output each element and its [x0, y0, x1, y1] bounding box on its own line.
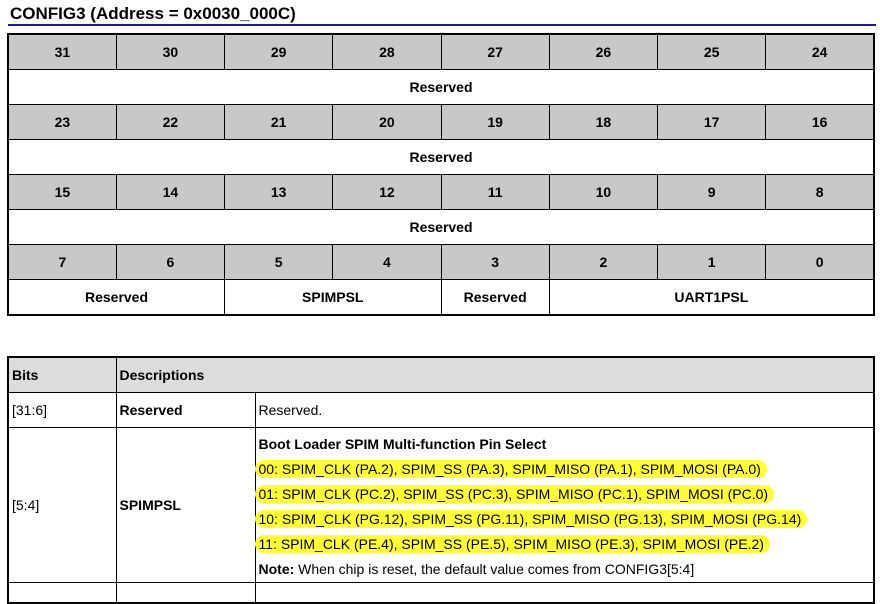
option-line: [259, 457, 871, 482]
field-reserved: Reserved: [8, 70, 874, 105]
bit-number: 2: [549, 245, 657, 280]
bit-number: 5: [225, 245, 333, 280]
note-line: [259, 557, 871, 582]
note-text: When chip is reset, the default value comes from CONFIG3[5:4]: [294, 561, 695, 577]
description-row: [8, 428, 874, 583]
bit-number: 6: [116, 245, 224, 280]
bit-number: 28: [333, 34, 441, 70]
field-row: [8, 140, 874, 175]
option-line: [259, 507, 871, 532]
bit-number: 13: [225, 175, 333, 210]
bit-number: 8: [766, 175, 874, 210]
bit-number-row: [8, 175, 874, 210]
highlighted-option: 10: SPIM_CLK (PG.12), SPIM_SS (PG.11), SPIM_MISO (PG.13), SPIM_MOSI (PG.14): [255, 510, 808, 528]
bit-number: 12: [333, 175, 441, 210]
bit-number: 14: [116, 175, 224, 210]
bit-number: 26: [549, 34, 657, 70]
row-bits: [31:6]: [8, 393, 116, 428]
bit-number: 0: [766, 245, 874, 280]
description-header-row: [8, 357, 874, 393]
bit-number: 20: [333, 105, 441, 140]
field-row: [8, 70, 874, 105]
title-underline: [8, 24, 876, 26]
bit-number: 25: [658, 34, 766, 70]
field-reserved: Reserved: [441, 280, 549, 316]
bit-number: 3: [441, 245, 549, 280]
field-row: [8, 210, 874, 245]
bit-number: 9: [658, 175, 766, 210]
bit-number: 30: [116, 34, 224, 70]
bit-number: 18: [549, 105, 657, 140]
field-reserved: Reserved: [8, 280, 225, 316]
description-heading: Boot Loader SPIM Multi-function Pin Select: [258, 436, 547, 452]
description-row: [8, 393, 874, 428]
option-line: [259, 482, 871, 507]
row-bits: [5:4]: [8, 428, 116, 583]
bit-number: 24: [766, 34, 874, 70]
row-description: Reserved.: [255, 393, 874, 428]
row-field-name: Reserved: [116, 393, 255, 428]
field-reserved: Reserved: [8, 140, 874, 175]
bit-number: 29: [225, 34, 333, 70]
option-line: [259, 532, 871, 557]
bit-number-row: [8, 105, 874, 140]
bit-number: 10: [549, 175, 657, 210]
field-reserved: Reserved: [8, 210, 874, 245]
note-label: Note:: [258, 561, 295, 577]
bit-number: 27: [441, 34, 549, 70]
bit-number-row: [8, 34, 874, 70]
highlighted-option: 11: SPIM_CLK (PE.4), SPIM_SS (PE.5), SPIM_MISO (PE.3), SPIM_MOSI (PE.2): [255, 535, 770, 553]
bit-number: 16: [766, 105, 874, 140]
bit-number: 21: [225, 105, 333, 140]
field-spimpsl: SPIMPSL: [225, 280, 442, 316]
bit-map-table: [7, 33, 875, 316]
row-description: [255, 428, 874, 583]
header-bits: Bits: [8, 357, 116, 393]
bit-number: 19: [441, 105, 549, 140]
field-row: [8, 280, 874, 316]
bit-description-table: [7, 356, 875, 604]
bit-number: 11: [441, 175, 549, 210]
bit-number-row: [8, 245, 874, 280]
bit-number: 23: [8, 105, 116, 140]
bit-number: 7: [8, 245, 116, 280]
header-descriptions: Descriptions: [116, 357, 874, 393]
highlighted-option: 01: SPIM_CLK (PC.2), SPIM_SS (PC.3), SPIM_MISO (PC.1), SPIM_MOSI (PC.0): [255, 485, 775, 503]
register-title: CONFIG3 (Address = 0x0030_000C): [10, 4, 296, 23]
highlighted-option: 00: SPIM_CLK (PA.2), SPIM_SS (PA.3), SPIM_MISO (PA.1), SPIM_MOSI (PA.0): [255, 460, 767, 478]
bit-number: 22: [116, 105, 224, 140]
bit-number: 4: [333, 245, 441, 280]
bit-number: 17: [658, 105, 766, 140]
bit-number: 1: [658, 245, 766, 280]
bit-number: 31: [8, 34, 116, 70]
row-field-name: SPIMPSL: [116, 428, 255, 583]
field-uart1psl: UART1PSL: [549, 280, 874, 316]
bit-number: 15: [8, 175, 116, 210]
